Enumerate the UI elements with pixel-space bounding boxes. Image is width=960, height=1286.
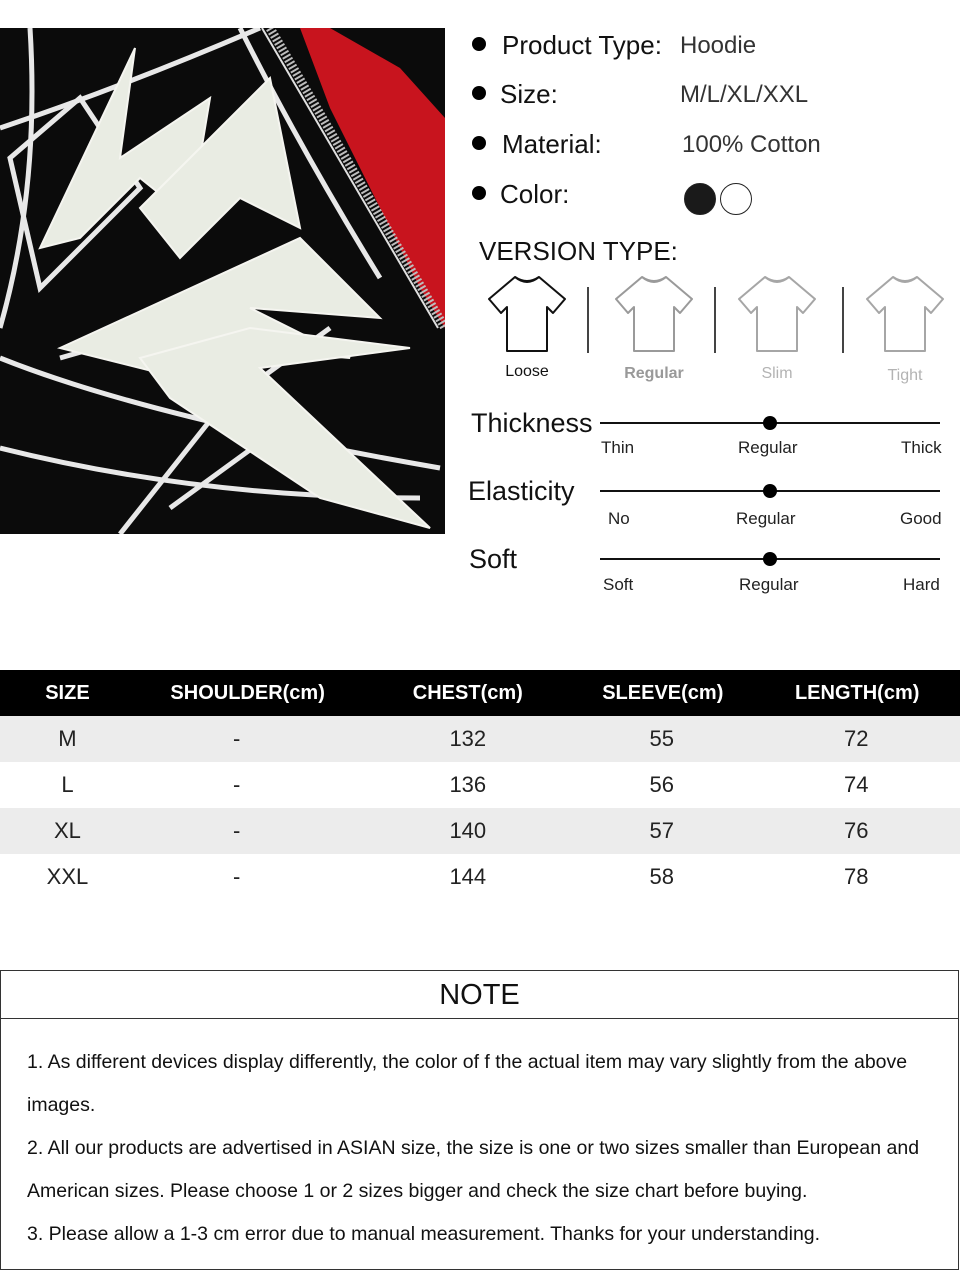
scale-high-label: Good [900,509,942,528]
bullet-icon [472,136,486,150]
note-body [1,1019,958,1256]
cell-size: XL [0,808,135,854]
cell-chest: 132 [368,716,555,762]
tshirt-icon [865,273,945,355]
scale-mid-label: Regular [739,575,799,594]
note-line: 2. All our products are advertised in ASIAN size, the size is one or two sizes smaller than European and American sizes. Please choose 1 or 2 sizes bigger and check the size chart before buying. [27,1137,920,1202]
scale-mid-label: Regular [736,509,796,528]
scale-low-label: Soft [603,575,634,594]
note-line: 3. Please allow a 1-3 cm error due to manual measurement. Thanks for your understanding. [27,1223,821,1245]
note-box [0,970,959,1270]
header-size: SIZE [0,670,135,716]
scale-thickness [468,408,948,478]
header-sleeve: SLEEVE(cm) [555,670,752,716]
table-header-row [0,670,960,716]
version-loose [482,273,572,381]
divider [842,287,844,353]
cell-chest: 144 [449,864,487,889]
spec-product-type [470,30,940,70]
hoodie-closeup-illustration [0,28,445,534]
bullet-icon [472,37,486,51]
spec-value: Hoodie [680,32,757,59]
tshirt-icon [614,273,694,355]
version-slim [732,273,822,383]
scale-elasticity [468,476,948,546]
scale-soft [468,544,948,614]
note-title: NOTE [1,971,958,1019]
cell-sleeve: 57 [555,808,752,854]
cell-sleeve: 55 [555,716,752,762]
cell-shoulder: - [135,808,369,854]
cell-chest: 136 [449,772,487,797]
version-label: Slim [761,365,793,382]
scale-mid-label: Regular [738,438,798,457]
version-label: Loose [505,363,549,380]
spec-value: 100% Cotton [682,131,821,158]
cell-chest: 140 [368,808,555,854]
bullet-icon [472,86,486,100]
version-label: Tight [887,367,923,384]
cell-shoulder: - [232,772,241,797]
tshirt-icon [737,273,817,355]
spec-label: Material: [502,129,602,159]
cell-length: 78 [843,864,869,889]
scale-high-label: Thick [901,438,942,457]
spec-material [470,129,940,169]
scale-marker [763,416,777,430]
divider [714,287,716,353]
version-type-title: VERSION TYPE: [479,236,678,266]
scale-marker [763,484,777,498]
scale-high-label: Hard [903,575,940,594]
table-row [0,808,960,854]
cell-length: 76 [752,808,960,854]
spec-label: Color: [500,179,570,209]
spec-label: Size: [500,79,558,109]
spec-value: M/L/XL/XXL [680,81,809,108]
cell-length: 74 [843,772,869,797]
version-tight [860,273,950,385]
header-chest: CHEST(cm) [368,670,555,716]
cell-size: XXL [46,864,89,889]
scale-marker [763,552,777,566]
color-swatch-black[interactable] [684,183,716,215]
scale-low-label: Thin [601,438,635,457]
divider [587,287,589,353]
note-line: 1. As different devices display differently, the color of f the actual item may vary slightly from the above images. [27,1051,908,1116]
spec-label: Product Type: [502,30,662,60]
spec-size [470,79,940,119]
tshirt-icon [487,273,567,355]
cell-shoulder: - [135,716,369,762]
header-length: LENGTH(cm) [752,670,960,716]
version-label: Regular [624,365,684,382]
cell-sleeve: 58 [649,864,675,889]
table-row [0,716,960,762]
scale-low-label: No [608,509,630,528]
table-row [0,762,960,808]
scale-title: Elasticity [468,476,575,506]
cell-sleeve: 56 [649,772,675,797]
version-regular [609,273,699,383]
scale-title: Thickness [471,408,593,438]
spec-color [470,179,940,219]
cell-size: L [61,772,74,797]
cell-shoulder: - [232,864,241,889]
scale-title: Soft [469,544,518,574]
header-shoulder: SHOULDER(cm) [135,670,369,716]
product-photo [0,28,445,534]
cell-length: 72 [752,716,960,762]
color-swatch-white[interactable] [720,183,752,215]
bullet-icon [472,186,486,200]
table-row [0,854,960,900]
cell-size: M [0,716,135,762]
size-chart-table [0,670,960,900]
